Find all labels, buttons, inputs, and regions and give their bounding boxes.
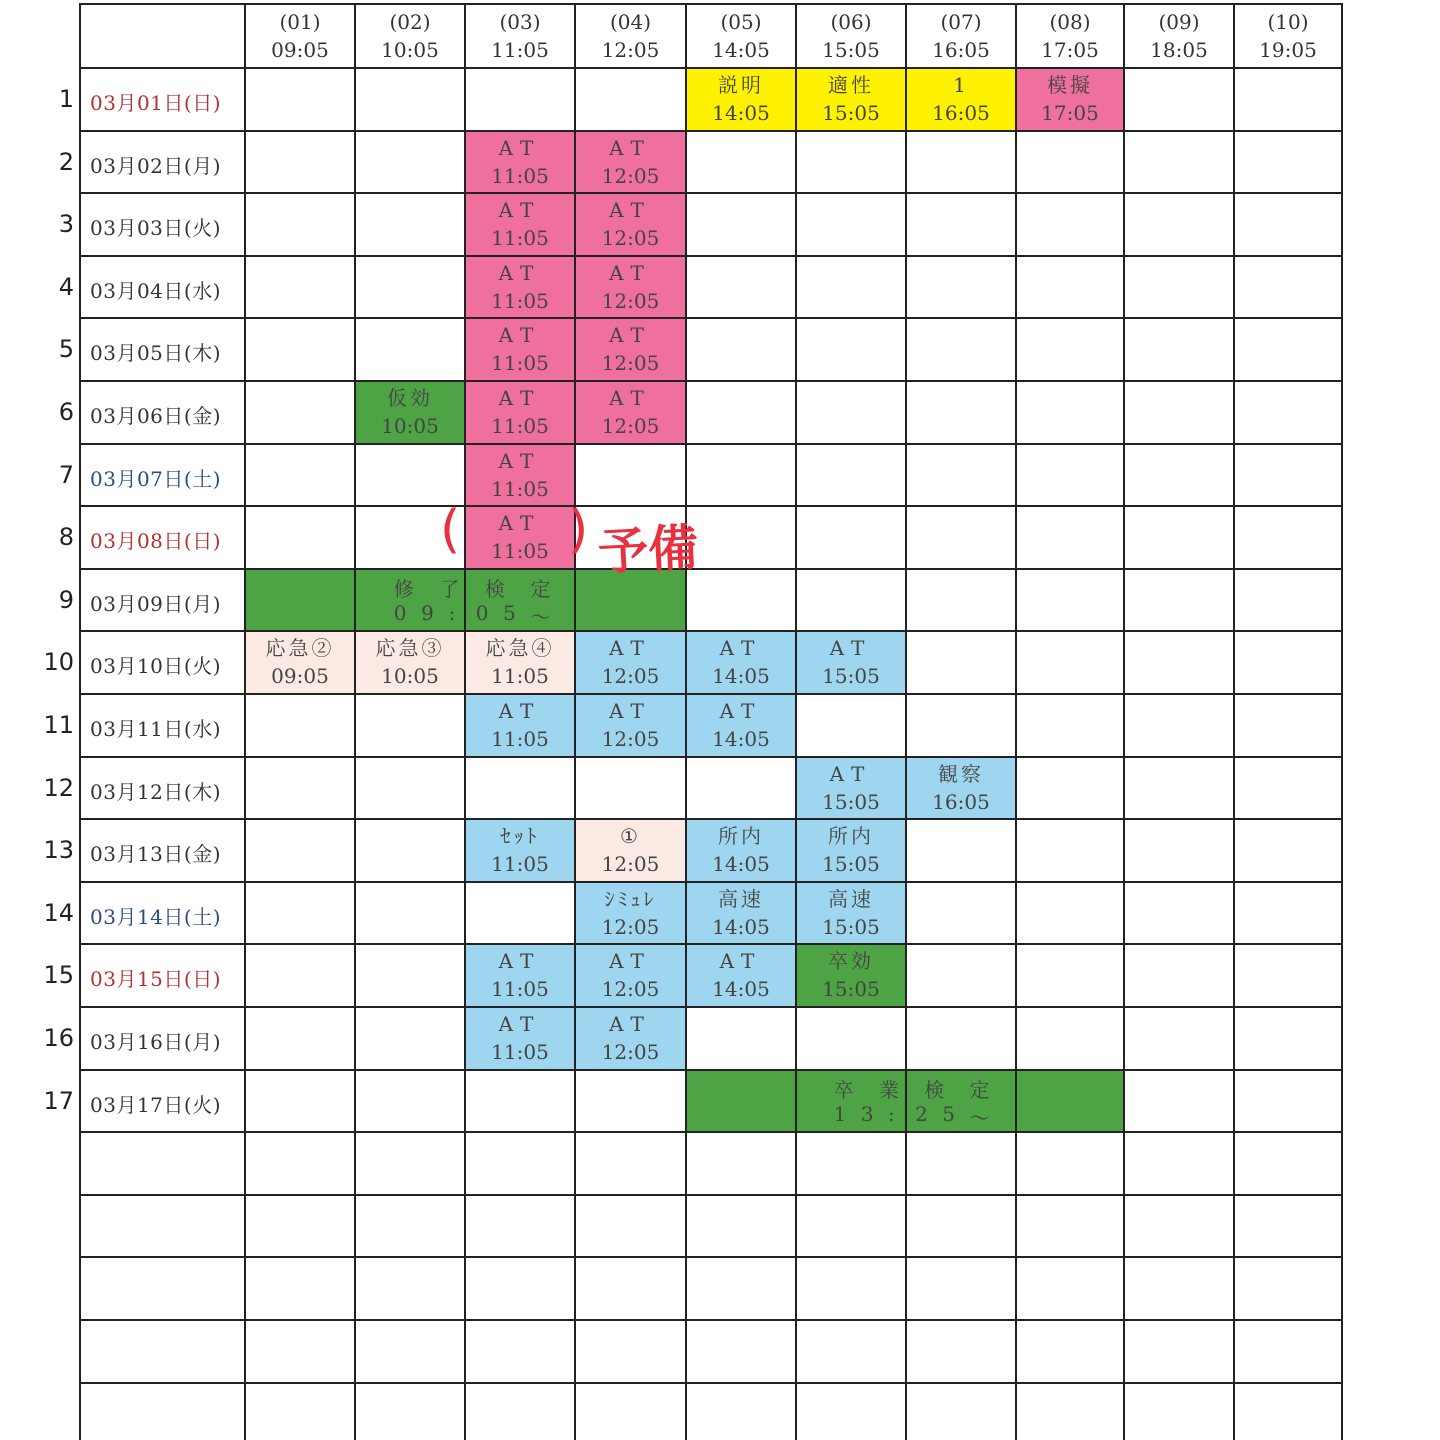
grid-line-horizontal: [79, 818, 1343, 820]
lesson-time: 12:05: [601, 852, 660, 877]
lesson-time: 12:05: [601, 351, 660, 376]
lesson-time: 15:05: [822, 789, 880, 814]
lesson-time: 12:05: [601, 1040, 660, 1064]
lesson-cell: [465, 697, 575, 753]
lesson-time: 16:05: [932, 789, 990, 814]
grid-line-horizontal: [79, 943, 1343, 945]
lesson-time: 11:05: [491, 539, 549, 564]
lesson-cell: [906, 71, 1016, 127]
exam-text-char: 2: [915, 1101, 929, 1126]
lesson-label: AT: [498, 198, 542, 223]
row-number: 1: [58, 85, 74, 113]
row-number: 4: [58, 272, 74, 301]
grid-line-vertical: [1123, 4, 1125, 1440]
row-date: 03月02日(月): [90, 153, 222, 178]
lesson-label: 観察: [938, 761, 984, 786]
lesson-label: AT: [498, 135, 542, 160]
grid-line-horizontal: [79, 317, 1343, 319]
column-header: [575, 8, 686, 64]
lesson-time: 17:05: [1041, 101, 1099, 125]
grid-line-horizontal: [79, 1194, 1343, 1196]
lesson-cell: [575, 134, 686, 190]
lesson-cell: [575, 321, 686, 377]
grid-line-horizontal: [79, 630, 1343, 632]
lesson-cell: [465, 196, 575, 252]
lesson-label: AT: [719, 699, 763, 723]
lesson-label: AT: [498, 323, 542, 348]
grid-line-horizontal: [79, 1256, 1343, 1258]
exam-text-char: 卒: [833, 1077, 855, 1102]
lesson-label: 卒効: [828, 949, 874, 974]
lesson-label: AT: [498, 699, 542, 723]
lesson-label: AT: [829, 636, 873, 661]
column-header: [1016, 8, 1124, 64]
lesson-label: AT: [498, 260, 542, 285]
exam-text-char: 業: [878, 1077, 900, 1102]
lesson-time: 16:05: [932, 101, 990, 125]
handwritten-note: 予備: [596, 518, 700, 582]
lesson-label: AT: [609, 198, 652, 223]
column-number: (06): [830, 10, 872, 34]
lesson-cell: [686, 822, 796, 878]
row-date: 03月03日(火): [90, 216, 222, 241]
lesson-label: AT: [829, 761, 873, 786]
column-header: [906, 8, 1016, 64]
lesson-cell: [796, 947, 906, 1003]
grid-line-vertical: [244, 4, 246, 1440]
lesson-cell: [796, 634, 906, 690]
grid-line-horizontal: [79, 192, 1343, 194]
lesson-time: 12:05: [601, 727, 660, 751]
lesson-time: 11:05: [491, 1040, 549, 1064]
lesson-cell: [686, 885, 796, 941]
lesson-cell: [686, 947, 796, 1003]
row-number: 14: [43, 898, 74, 927]
lesson-cell: [575, 1010, 686, 1066]
exam-text-char: 修: [393, 576, 415, 601]
lesson-time: 14:05: [712, 101, 770, 125]
column-time: 18:05: [1150, 38, 1208, 62]
lesson-time: 15:05: [822, 977, 880, 1002]
lesson-cell: [575, 947, 686, 1003]
grid-line-horizontal: [79, 505, 1343, 507]
grid-line-horizontal: [79, 1319, 1343, 1321]
exam-text-char: ～: [530, 604, 552, 629]
lesson-label: AT: [609, 949, 652, 974]
row-date: 03月05日(木): [90, 341, 222, 366]
exam-text-char: 定: [969, 1077, 991, 1102]
exam-text-char: 1: [833, 1101, 848, 1126]
lesson-cell: [796, 885, 906, 941]
column-number: (08): [1049, 10, 1091, 34]
row-date: 03月17日(火): [90, 1092, 222, 1117]
exam-text-char: 3: [860, 1101, 875, 1126]
row-number: 9: [58, 585, 74, 614]
lesson-label: AT: [498, 386, 542, 410]
grid-line-vertical: [905, 4, 907, 1440]
grid-line-vertical: [79, 4, 81, 1440]
row-date: 03月14日(土): [90, 904, 222, 929]
lesson-time: 11:05: [491, 664, 549, 689]
lesson-time: 14:05: [712, 852, 770, 877]
lesson-cell: [465, 321, 575, 377]
lesson-time: 15:05: [822, 101, 880, 125]
column-header: [796, 8, 906, 64]
lesson-cell: [686, 634, 796, 690]
grid-line-vertical: [354, 4, 356, 1440]
lesson-label: 適性: [828, 73, 874, 97]
column-time: 12:05: [601, 38, 660, 62]
lesson-cell: [1016, 71, 1124, 127]
exam-text-char: 検: [484, 576, 506, 601]
lesson-label: 1: [953, 73, 969, 97]
grid-line-horizontal: [79, 380, 1343, 382]
column-number: (05): [720, 10, 762, 34]
column-number: (03): [499, 10, 541, 34]
column-header: [686, 8, 796, 64]
lesson-time: 11:05: [491, 852, 549, 877]
exam-text-char: 0: [475, 600, 490, 625]
grid-line-vertical: [1015, 4, 1017, 1440]
grid-line-horizontal: [79, 443, 1343, 445]
exam-text-char: 0: [393, 600, 408, 625]
row-number: 7: [58, 460, 74, 489]
row-date: 03月15日(日): [90, 967, 222, 992]
column-number: (07): [940, 10, 982, 34]
lesson-time: 12:05: [601, 664, 660, 689]
lesson-time: 12:05: [601, 914, 660, 939]
grid-line-horizontal: [79, 756, 1343, 758]
lesson-label: AT: [609, 699, 652, 723]
lesson-time: 10:05: [381, 414, 439, 438]
row-number: 2: [58, 147, 74, 176]
row-date: 03月04日(水): [90, 278, 222, 303]
column-time: 15:05: [822, 38, 880, 62]
row-number: 13: [43, 836, 74, 865]
lesson-time: 15:05: [822, 664, 880, 689]
column-time: 11:05: [491, 38, 549, 62]
lesson-cell: [355, 384, 465, 440]
lesson-cell: [465, 947, 575, 1003]
lesson-label: 応急②: [265, 636, 335, 661]
column-number: (01): [279, 10, 321, 34]
exam-text-char: 5: [942, 1101, 957, 1126]
grid-line-horizontal: [79, 1006, 1343, 1008]
lesson-label: AT: [609, 386, 652, 410]
lesson-label: ｼﾐｭﾚ: [604, 886, 657, 911]
lesson-time: 09:05: [271, 664, 329, 689]
lesson-time: 11:05: [491, 226, 549, 251]
row-date: 03月11日(水): [90, 717, 222, 741]
lesson-label: 所内: [828, 824, 874, 849]
exam-text-char: :: [448, 600, 457, 625]
lesson-time: 12:05: [601, 414, 660, 438]
column-number: (04): [609, 10, 652, 34]
grid-line-horizontal: [79, 3, 1343, 5]
column-number: (09): [1158, 10, 1200, 34]
lesson-time: 12:05: [601, 288, 660, 313]
exam-text-char: 検: [924, 1077, 946, 1102]
exam-text-char: ～: [969, 1105, 991, 1130]
handwritten-close-paren: ): [568, 500, 589, 561]
lesson-time: 11:05: [491, 727, 549, 751]
lesson-time: 14:05: [712, 664, 770, 689]
lesson-time: 11:05: [491, 288, 549, 313]
lesson-cell: [465, 1010, 575, 1066]
lesson-time: 14:05: [712, 727, 770, 751]
column-header: [1234, 8, 1342, 64]
row-date: 03月06日(金): [90, 404, 222, 428]
grid-line-horizontal: [79, 1069, 1343, 1071]
lesson-label: 高速: [718, 886, 764, 911]
lesson-cell: [245, 634, 355, 690]
lesson-cell: [575, 697, 686, 753]
lesson-cell: [796, 71, 906, 127]
grid-line-horizontal: [79, 568, 1343, 570]
lesson-cell: [465, 384, 575, 440]
lesson-cell: [465, 134, 575, 190]
lesson-time: 12:05: [601, 977, 660, 1002]
lesson-cell: [796, 822, 906, 878]
lesson-label: ｾｯﾄ: [500, 824, 540, 849]
lesson-label: AT: [609, 636, 652, 661]
grid-line-horizontal: [79, 1131, 1343, 1133]
lesson-label: AT: [609, 260, 652, 285]
column-time: 10:05: [381, 38, 439, 62]
lesson-cell: [796, 760, 906, 816]
exam-text-char: 了: [439, 576, 461, 601]
exam-text-char: 9: [421, 600, 435, 625]
lesson-cell: [686, 71, 796, 127]
lesson-cell: [465, 509, 575, 565]
column-header: [245, 8, 355, 64]
lesson-label: AT: [719, 949, 763, 974]
exam-text-char: 5: [503, 600, 517, 625]
grid-line-horizontal: [79, 255, 1343, 257]
exam-text-char: 定: [530, 576, 552, 601]
lesson-cell: [465, 259, 575, 315]
lesson-label: AT: [719, 636, 763, 661]
lesson-cell: [575, 822, 686, 878]
row-date: 03月12日(木): [90, 779, 222, 804]
lesson-label: AT: [498, 448, 542, 473]
lesson-time: 12:05: [601, 163, 660, 188]
lesson-label: AT: [498, 949, 542, 974]
lesson-time: 11:05: [491, 414, 549, 438]
row-date: 03月13日(金): [90, 842, 222, 867]
row-number: 6: [58, 398, 74, 426]
row-number: 17: [43, 1086, 74, 1115]
row-date: 03月09日(月): [90, 591, 222, 616]
row-date: 03月16日(月): [90, 1030, 222, 1054]
lesson-cell: [906, 760, 1016, 816]
grid-line-vertical: [1233, 4, 1235, 1440]
lesson-cell: [575, 634, 686, 690]
lesson-label: AT: [498, 511, 542, 536]
lesson-label: 説明: [718, 73, 764, 97]
column-header: [355, 8, 465, 64]
row-date: 03月07日(土): [90, 466, 222, 491]
column-number: (02): [389, 10, 431, 34]
lesson-label: 応急④: [485, 636, 555, 661]
row-number: 11: [43, 711, 74, 739]
row-number: 12: [43, 773, 74, 802]
lesson-time: 10:05: [381, 664, 439, 689]
lesson-time: 15:05: [822, 914, 880, 939]
lesson-cell: [465, 634, 575, 690]
grid-line-horizontal: [79, 693, 1343, 695]
row-number: 3: [58, 210, 74, 239]
handwritten-open-paren: (: [440, 500, 461, 561]
grid-line-horizontal: [79, 130, 1343, 132]
row-number: 15: [43, 961, 74, 990]
exam-text-char: :: [887, 1101, 896, 1126]
lesson-time: 15:05: [822, 852, 880, 877]
lesson-cell: [575, 259, 686, 315]
column-number: (10): [1267, 10, 1309, 34]
lesson-cell: [465, 447, 575, 503]
lesson-time: 11:05: [491, 476, 549, 501]
lesson-cell: [575, 384, 686, 440]
row-date: 03月01日(日): [90, 91, 222, 115]
row-date: 03月10日(火): [90, 654, 222, 679]
lesson-time: 14:05: [712, 914, 770, 939]
lesson-cell: [686, 697, 796, 753]
grid-line-vertical: [1341, 4, 1343, 1440]
lesson-time: 11:05: [491, 351, 549, 376]
grid-line-horizontal: [79, 67, 1343, 69]
row-number: 16: [43, 1024, 74, 1052]
lesson-label: AT: [609, 1012, 652, 1036]
column-header: [1124, 8, 1234, 64]
column-time: 09:05: [271, 38, 329, 62]
column-time: 19:05: [1259, 38, 1317, 62]
row-number: 8: [58, 523, 74, 552]
lesson-label: 模擬: [1047, 73, 1093, 97]
lesson-time: 12:05: [601, 226, 660, 251]
lesson-cell: [575, 885, 686, 941]
lesson-label: ①: [620, 824, 641, 849]
lesson-cell: [355, 634, 465, 690]
lesson-label: 高速: [828, 886, 874, 911]
grid-line-horizontal: [79, 881, 1343, 883]
column-time: 14:05: [712, 38, 770, 62]
lesson-label: AT: [498, 1012, 542, 1036]
row-date: 03月08日(日): [90, 529, 222, 554]
row-number: 5: [58, 335, 74, 364]
lesson-label: 仮効: [387, 386, 433, 410]
lesson-cell: [575, 196, 686, 252]
lesson-label: 応急③: [375, 636, 445, 661]
column-header: [465, 8, 575, 64]
lesson-cell: [465, 822, 575, 878]
column-time: 17:05: [1041, 38, 1099, 62]
lesson-time: 14:05: [712, 977, 770, 1002]
lesson-time: 11:05: [491, 977, 549, 1002]
column-time: 16:05: [932, 38, 990, 62]
row-number: 10: [43, 648, 74, 677]
grid-line-horizontal: [79, 1382, 1343, 1384]
lesson-label: AT: [609, 323, 652, 348]
lesson-time: 11:05: [491, 163, 549, 188]
lesson-label: AT: [609, 135, 652, 160]
lesson-label: 所内: [718, 824, 764, 849]
